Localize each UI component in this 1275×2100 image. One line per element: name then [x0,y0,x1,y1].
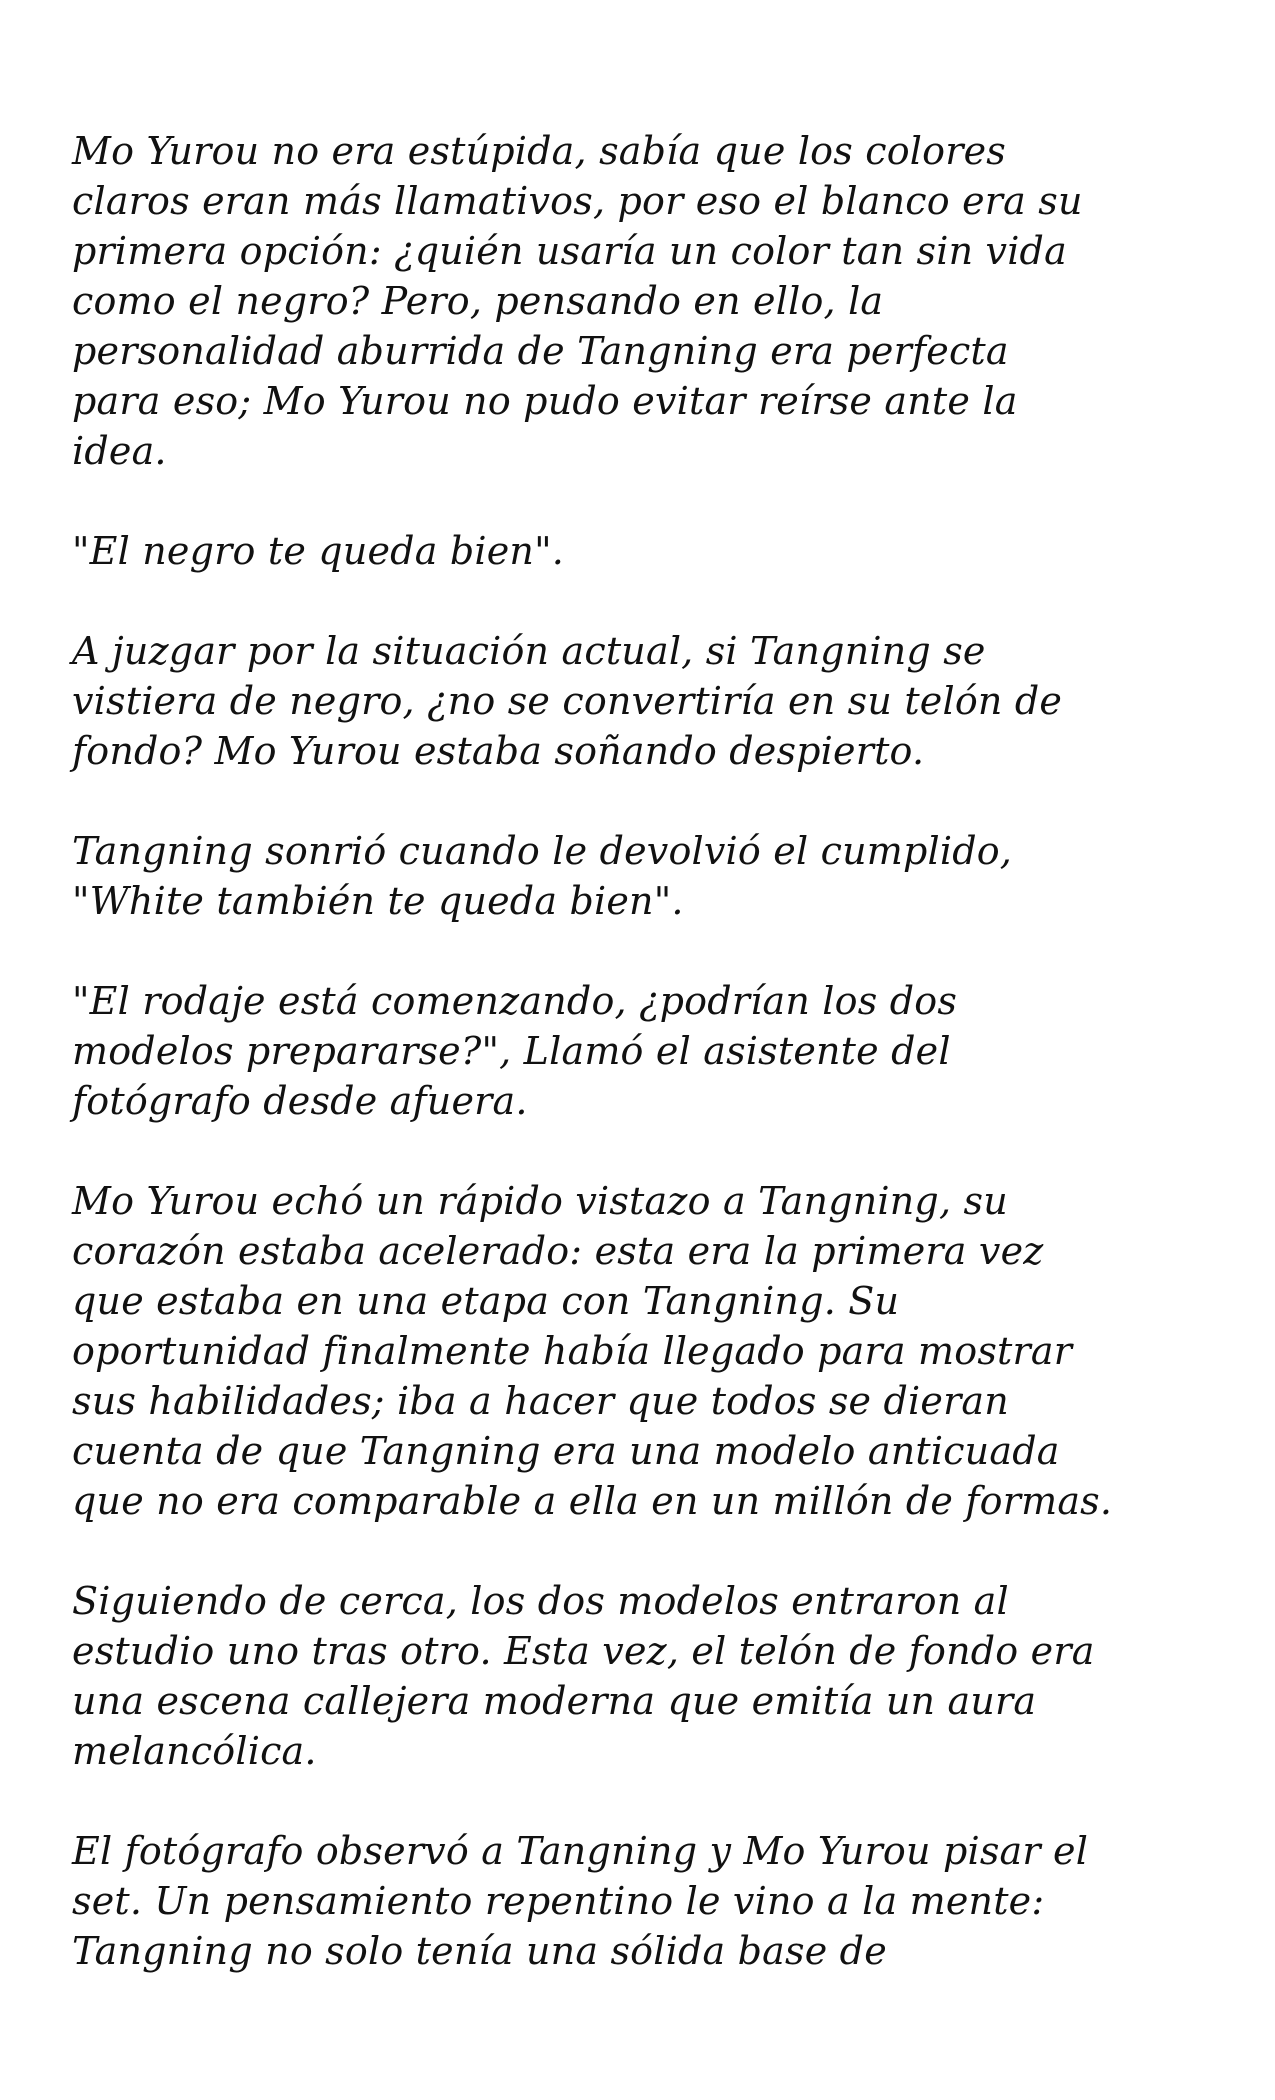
text-line: estudio uno tras otro. Esta vez, el telón de fondo era [72,1629,1095,1673]
text-line: como el negro? Pero, pensando en ello, la [72,279,884,323]
text-line: oportunidad finalmente había llegado para mostrar [72,1329,1073,1373]
text-line: fotógrafo desde afuera. [72,1079,528,1123]
text-line: idea. [72,429,167,473]
paragraph-1 [72,126,1232,476]
text-line: El fotógrafo observó a Tangning y Mo Yurou pisar el [72,1829,1089,1873]
text-line: "White también te queda bien". [72,879,684,923]
text-line: corazón estaba acelerado: esta era la primera vez [72,1229,1044,1273]
text-line: modelos prepararse?", Llamó el asistente del [72,1029,951,1073]
text-line: fondo? Mo Yurou estaba soñando despierto. [72,729,925,773]
text-line: "El rodaje está comenzando, ¿podrían los dos [72,979,958,1023]
text-line: personalidad aburrida de Tangning era perfecta [72,329,1009,373]
text-line: que estaba en una etapa con Tangning. Su [72,1279,900,1323]
text-line: cuenta de que Tangning era una modelo anticuada [72,1429,1060,1473]
text-line: Tangning sonrió cuando le devolvió el cumplido, [72,829,1013,873]
text-line: A juzgar por la situación actual, si Tangning se [72,629,986,673]
text-line: "El negro te queda bien". [72,529,565,573]
text-line: set. Un pensamiento repentino le vino a la mente: [72,1879,1045,1923]
text-line: claros eran más llamativos, por eso el blanco era su [72,179,1083,223]
text-line: vistiera de negro, ¿no se convertiría en su telón de [72,679,1063,723]
text-line: Siguiendo de cerca, los dos modelos entraron al [72,1579,1009,1623]
text-line: primera opción: ¿quién usaría un color tan sin vida [72,229,1067,273]
paragraph-7 [72,1576,1232,1776]
text-line: que no era comparable a ella en un millón de formas. [72,1479,1113,1523]
text-line: una escena callejera moderna que emitía un aura [72,1679,1037,1723]
text-line: Mo Yurou echó un rápido vistazo a Tangning, su [72,1179,1008,1223]
text-line: melancólica. [72,1729,317,1773]
paragraph-3 [72,626,1232,776]
paragraph-8 [72,1826,1232,1976]
text-line: Tangning no solo tenía una sólida base de [72,1929,887,1973]
paragraph-2 [72,526,1232,576]
paragraph-4 [72,826,1232,926]
text-line: para eso; Mo Yurou no pudo evitar reírse ante la [72,379,1018,423]
body-text [72,126,1232,2026]
paragraph-5 [72,976,1232,1126]
text-line: Mo Yurou no era estúpida, sabía que los colores [72,129,1006,173]
text-line: sus habilidades; iba a hacer que todos se dieran [72,1379,1009,1423]
paragraph-6 [72,1176,1232,1526]
